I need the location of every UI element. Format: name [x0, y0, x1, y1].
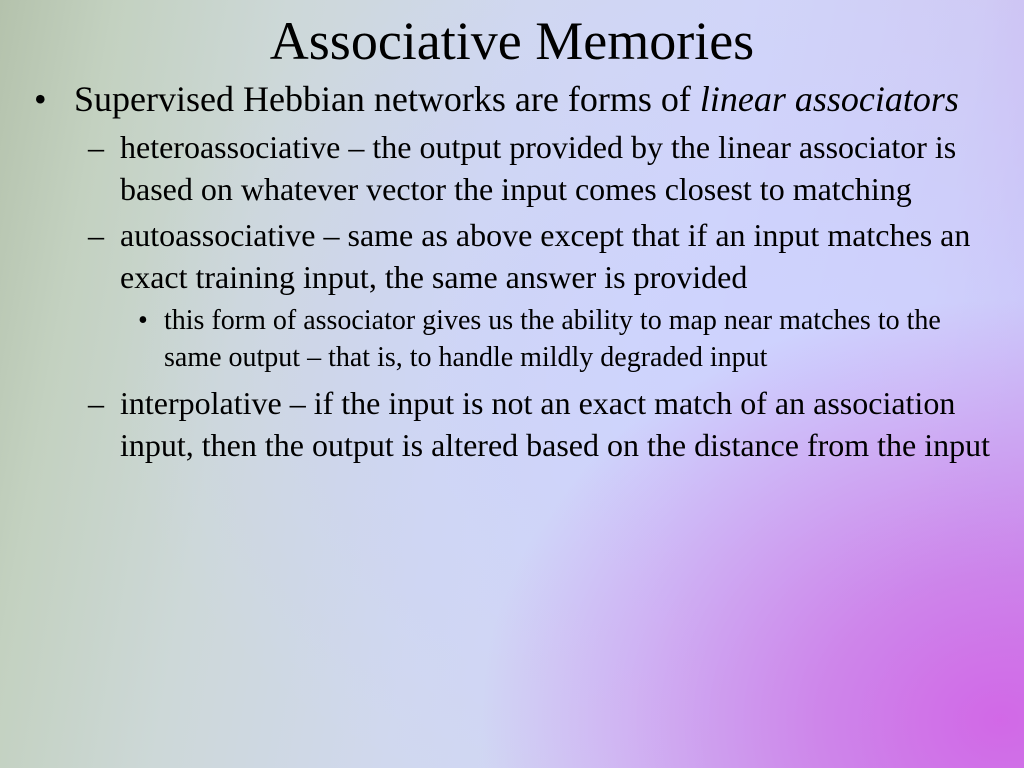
bullet-marker: • — [34, 79, 47, 119]
bullet-level3 — [30, 302, 1005, 376]
slide-content — [30, 76, 1005, 470]
bullet-text: Supervised Hebbian networks are forms of — [74, 79, 700, 119]
bullet-text: autoassociative – same as above except that if an input matches an exact training input, the same answer is provided — [120, 217, 971, 295]
dash-marker: – — [88, 129, 104, 165]
dash-marker: – — [88, 385, 104, 421]
slide-title: Associative Memories — [269, 11, 755, 71]
dash-marker: – — [88, 217, 104, 253]
bullet-text: interpolative – if the input is not an exact match of an association input, then the output is altered based on the distance from the input — [120, 385, 991, 463]
bullet-text: this form of associator gives us the ability to map near matches to the same output – that is, to handle mildly degraded input — [164, 305, 941, 373]
bullet-level2 — [30, 126, 1005, 210]
bullet-marker: • — [138, 305, 148, 336]
bullet-level2 — [30, 214, 1005, 298]
bullet-level1 — [30, 76, 1005, 122]
bullet-text: heteroassociative – the output provided by the linear associator is based on whatever vector the input comes closest to matching — [120, 129, 957, 207]
bullet-text-italic: linear associators — [699, 79, 959, 119]
bullet-level2 — [30, 382, 1005, 466]
